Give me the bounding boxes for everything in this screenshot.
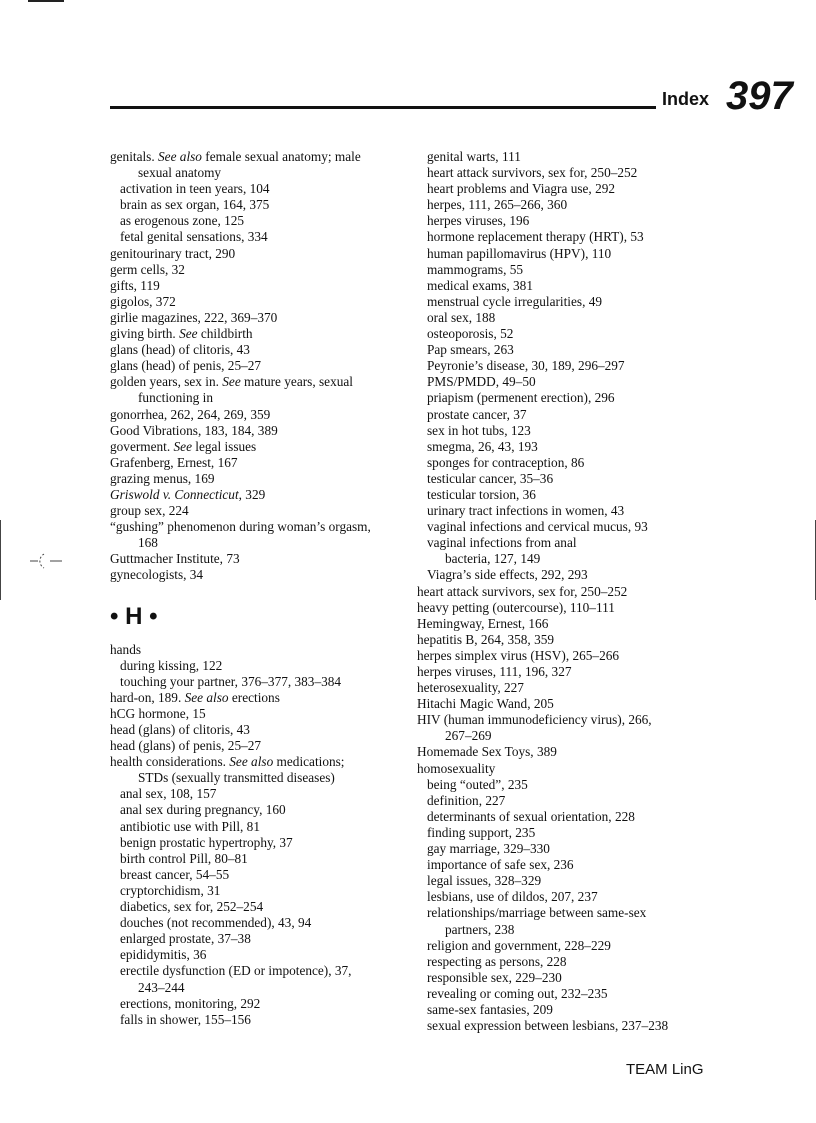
index-subentry — [417, 149, 717, 165]
index-column-left — [110, 149, 406, 1028]
entry-text: revealing or coming out, 232–235 — [427, 985, 608, 1001]
index-entry — [417, 616, 717, 632]
index-subentry — [417, 777, 717, 793]
entry-text: douches (not recommended), 43, 94 — [120, 915, 312, 931]
index-subentry — [417, 986, 717, 1002]
index-subentry — [417, 310, 717, 326]
index-subentry — [417, 181, 717, 197]
entry-text: gigolos, 372 — [110, 293, 176, 309]
index-subentry — [110, 786, 406, 802]
entry-text: anal sex, 108, 157 — [120, 786, 217, 802]
entry-text: breast cancer, 54–55 — [120, 866, 230, 882]
index-entry — [417, 648, 717, 664]
entry-text: hCG hormone, 15 — [110, 705, 206, 721]
entry-text: childbirth — [197, 326, 253, 342]
entry-text: during kissing, 122 — [120, 657, 223, 673]
entry-text: 243–244 — [138, 979, 185, 995]
index-entry — [417, 696, 717, 712]
entry-text: same-sex fantasies, 209 — [427, 1001, 553, 1017]
index-entry — [110, 374, 406, 390]
index-subentry — [417, 841, 717, 857]
entry-text: herpes viruses, 196 — [427, 213, 530, 229]
entry-text: female sexual anatomy; male — [201, 149, 361, 164]
index-subentry — [417, 358, 717, 374]
entry-text: heavy petting (outercourse), 110–111 — [417, 599, 615, 615]
entry-text: head (glans) of penis, 25–27 — [110, 738, 262, 754]
index-subentry — [110, 883, 406, 899]
entry-text: as erogenous zone, 125 — [120, 213, 245, 229]
index-subentry — [417, 938, 717, 954]
index-subentry — [417, 487, 717, 503]
index-subentry — [417, 905, 717, 921]
entry-text: Good Vibrations, 183, 184, 389 — [110, 422, 278, 438]
entry-text: responsible sex, 229–230 — [427, 969, 562, 985]
entry-text: Hemingway, Ernest, 166 — [417, 615, 549, 631]
entry-text: functioning in — [138, 390, 213, 406]
index-entry — [110, 738, 406, 754]
index-entry — [417, 712, 717, 728]
entry-text: grazing menus, 169 — [110, 470, 215, 486]
entry-text: religion and government, 228–229 — [427, 937, 611, 953]
top-crop-line — [28, 0, 64, 2]
index-entry-continuation — [417, 922, 717, 938]
entry-text: goverment. — [110, 438, 174, 454]
entry-text: smegma, 26, 43, 193 — [427, 438, 538, 454]
index-subentry — [417, 407, 717, 423]
index-subentry — [417, 857, 717, 873]
entry-text: germ cells, 32 — [110, 261, 185, 277]
index-entry-continuation — [417, 551, 717, 567]
index-subentry — [417, 439, 717, 455]
index-subentry — [417, 1018, 717, 1034]
index-entry — [110, 278, 406, 294]
index-subentry — [417, 793, 717, 809]
entry-text: hands — [110, 641, 142, 657]
entry-text: determinants of sexual orientation, 228 — [427, 808, 635, 824]
entry-text: brain as sex organ, 164, 375 — [120, 197, 270, 213]
index-subentry — [417, 374, 717, 390]
index-entry — [110, 471, 406, 487]
index-subentry — [110, 947, 406, 963]
entry-text: herpes viruses, 111, 196, 327 — [417, 664, 572, 679]
index-entry — [110, 358, 406, 374]
entry-text: gay marriage, 329–330 — [427, 841, 550, 857]
entry-text: gynecologists, 34 — [110, 567, 204, 583]
index-column-right — [417, 149, 717, 1034]
entry-text: being “outed”, 235 — [427, 776, 528, 792]
index-entry — [417, 761, 717, 777]
running-header: Index — [662, 89, 710, 109]
cross-reference-italic: See — [179, 326, 198, 342]
index-entry-continuation — [110, 770, 406, 786]
entry-text: Homemade Sex Toys, 389 — [417, 744, 557, 760]
entry-text: heart problems and Viagra use, 292 — [427, 181, 616, 197]
index-subentry — [417, 535, 717, 551]
index-subentry — [110, 802, 406, 818]
index-subentry — [110, 963, 406, 979]
entry-text: priapism (permenent erection), 296 — [427, 390, 615, 406]
index-entry — [110, 706, 406, 722]
index-entry — [110, 455, 406, 471]
index-subentry — [417, 294, 717, 310]
index-entry — [417, 584, 717, 600]
index-subentry — [417, 229, 717, 245]
index-entry — [110, 754, 406, 770]
entry-text: genitals. — [110, 149, 159, 164]
entry-text: activation in teen years, 104 — [120, 181, 270, 197]
entry-text: sexual anatomy — [138, 165, 222, 181]
index-subentry — [417, 519, 717, 535]
entry-text: erections — [228, 689, 280, 705]
entry-text: finding support, 235 — [427, 824, 536, 840]
entry-text: legal issues, 328–329 — [427, 873, 542, 889]
entry-text: Peyronie’s disease, 30, 189, 296–297 — [427, 358, 625, 374]
cross-reference-italic: See also — [184, 689, 229, 705]
index-entry — [417, 680, 717, 696]
cross-reference-italic: See also — [158, 149, 202, 164]
entry-text: heart attack survivors, sex for, 250–252 — [417, 583, 628, 599]
index-subentry — [417, 970, 717, 986]
entry-text: bacteria, 127, 149 — [445, 551, 541, 567]
cross-reference-italic: See — [222, 374, 241, 390]
index-subentry — [110, 181, 406, 197]
entry-text: hepatitis B, 264, 358, 359 — [417, 631, 555, 647]
entry-text: heart attack survivors, sex for, 250–252 — [427, 165, 638, 181]
entry-text: herpes simplex virus (HSV), 265–266 — [417, 647, 620, 663]
index-entry — [417, 664, 717, 680]
index-entry — [110, 642, 406, 658]
index-entry — [417, 600, 717, 616]
index-entry — [110, 439, 406, 455]
section-heading: • H • — [110, 602, 158, 630]
index-subentry — [110, 867, 406, 883]
entry-text: homosexuality — [417, 760, 496, 776]
entry-text: group sex, 224 — [110, 503, 189, 519]
index-entry — [110, 519, 406, 535]
index-subentry — [110, 229, 406, 245]
entry-text: HIV (human immunodeficiency virus), 266, — [417, 712, 652, 728]
entry-text: , 329 — [238, 486, 266, 502]
index-entry — [110, 690, 406, 706]
index-subentry — [110, 658, 406, 674]
entry-text: benign prostatic hypertrophy, 37 — [120, 834, 293, 850]
index-entry — [110, 246, 406, 262]
entry-text: STDs (sexually transmitted diseases) — [138, 770, 335, 786]
index-subentry — [417, 1002, 717, 1018]
entry-text: partners, 238 — [445, 921, 515, 937]
index-entry — [110, 567, 406, 583]
index-subentry — [110, 835, 406, 851]
entry-text: fetal genital sensations, 334 — [120, 229, 268, 245]
index-subentry — [110, 931, 406, 947]
entry-text: glans (head) of penis, 25–27 — [110, 358, 262, 374]
index-subentry — [417, 809, 717, 825]
entry-text: respecting as persons, 228 — [427, 953, 567, 969]
cross-reference-italic: Griswold v. Connecticut — [110, 486, 239, 502]
entry-text: Guttmacher Institute, 73 — [110, 551, 240, 567]
crop-mark-left — [0, 520, 1, 600]
entry-text: glans (head) of clitoris, 43 — [110, 342, 250, 358]
entry-text: importance of safe sex, 236 — [427, 857, 574, 873]
entry-text: Viagra’s side effects, 292, 293 — [427, 567, 588, 583]
entry-text: touching your partner, 376–377, 383–384 — [120, 673, 342, 689]
registration-mark-icon — [30, 551, 64, 571]
entry-text: legal issues — [191, 438, 257, 454]
entry-text: herpes, 111, 265–266, 360 — [427, 197, 568, 213]
entry-text: “gushing” phenomenon during woman’s orgasm, — [110, 519, 371, 535]
index-subentry — [417, 390, 717, 406]
entry-text: testicular cancer, 35–36 — [427, 470, 554, 486]
index-entry-continuation — [110, 390, 406, 406]
entry-text: Grafenberg, Ernest, 167 — [110, 454, 238, 470]
index-subentry — [110, 899, 406, 915]
entry-text: hormone replacement therapy (HRT), 53 — [427, 229, 644, 245]
index-subentry — [417, 165, 717, 181]
entry-text: birth control Pill, 80–81 — [120, 850, 248, 866]
entry-text: human papillomavirus (HPV), 110 — [427, 245, 612, 261]
index-subentry — [110, 851, 406, 867]
entry-text: erections, monitoring, 292 — [120, 995, 261, 1011]
index-subentry — [417, 889, 717, 905]
entry-text: giving birth. — [110, 326, 180, 342]
entry-text: prostate cancer, 37 — [427, 406, 527, 422]
entry-text: definition, 227 — [427, 792, 506, 808]
index-entry — [110, 326, 406, 342]
index-subentry — [110, 197, 406, 213]
entry-text: girlie magazines, 222, 369–370 — [110, 309, 278, 325]
entry-text: erectile dysfunction (ED or impotence), 37, — [120, 963, 352, 979]
entry-text: golden years, sex in. — [110, 374, 223, 390]
index-entry — [110, 487, 406, 503]
cross-reference-italic: See also — [229, 754, 274, 770]
index-entry — [110, 262, 406, 278]
index-entry — [110, 407, 406, 423]
entry-text: mature years, sexual — [240, 374, 353, 390]
entry-text: testicular torsion, 36 — [427, 486, 536, 502]
index-entry — [110, 423, 406, 439]
entry-text: Pap smears, 263 — [427, 342, 514, 358]
index-subentry — [417, 197, 717, 213]
entry-text: vaginal infections and cervical mucus, 93 — [427, 519, 648, 535]
index-subentry — [417, 262, 717, 278]
entry-text: PMS/PMDD, 49–50 — [427, 374, 536, 390]
entry-text: relationships/marriage between same-sex — [427, 905, 647, 921]
index-subentry — [110, 1012, 406, 1028]
index-subentry — [417, 825, 717, 841]
index-subentry — [417, 246, 717, 262]
entry-text: sexual expression between lesbians, 237–238 — [427, 1018, 669, 1034]
entry-text: sex in hot tubs, 123 — [427, 422, 531, 438]
entry-text: anal sex during pregnancy, 160 — [120, 802, 286, 818]
index-entry-continuation — [110, 980, 406, 996]
entry-text: enlarged prostate, 37–38 — [120, 931, 251, 947]
entry-text: medications; — [273, 754, 345, 770]
index-entry — [110, 551, 406, 567]
index-subentry — [417, 326, 717, 342]
entry-text: urinary tract infections in women, 43 — [427, 503, 625, 519]
index-entry-continuation — [417, 728, 717, 744]
footer-watermark: TEAM LinG — [626, 1061, 704, 1078]
index-entry — [417, 744, 717, 760]
entry-text: gifts, 119 — [110, 277, 160, 293]
entry-text: osteoporosis, 52 — [427, 326, 514, 342]
entry-text: diabetics, sex for, 252–254 — [120, 899, 264, 915]
index-subentry — [417, 213, 717, 229]
entry-text: 168 — [138, 535, 158, 551]
index-subentry — [417, 873, 717, 889]
entry-text: epididymitis, 36 — [120, 947, 207, 963]
index-subentry — [417, 278, 717, 294]
index-entry — [110, 503, 406, 519]
entry-text: oral sex, 188 — [427, 309, 496, 325]
index-entry — [110, 310, 406, 326]
entry-text: heterosexuality, 227 — [417, 680, 524, 696]
index-entry-continuation — [110, 165, 406, 181]
entry-text: mammograms, 55 — [427, 261, 524, 277]
entry-text: medical exams, 381 — [427, 277, 533, 293]
index-entry — [110, 722, 406, 738]
index-entry — [110, 294, 406, 310]
index-subentry — [417, 455, 717, 471]
index-subentry — [417, 471, 717, 487]
index-subentry — [110, 915, 406, 931]
entry-text: sponges for contraception, 86 — [427, 454, 585, 470]
index-subentry — [110, 213, 406, 229]
entry-text: Hitachi Magic Wand, 205 — [417, 696, 554, 712]
entry-text: lesbians, use of dildos, 207, 237 — [427, 889, 598, 905]
entry-text: falls in shower, 155–156 — [120, 1011, 251, 1027]
entry-text: cryptorchidism, 31 — [120, 882, 221, 898]
entry-text: genitourinary tract, 290 — [110, 245, 236, 261]
index-subentry — [417, 503, 717, 519]
index-subentry — [417, 954, 717, 970]
index-entry — [417, 632, 717, 648]
index-subentry — [417, 567, 717, 583]
index-subentry — [110, 674, 406, 690]
entry-text: 267–269 — [445, 728, 492, 744]
index-subentry — [417, 423, 717, 439]
entry-text: gonorrhea, 262, 264, 269, 359 — [110, 406, 271, 422]
entry-text: head (glans) of clitoris, 43 — [110, 722, 250, 737]
page-number: 397 — [726, 74, 793, 118]
index-entry — [110, 149, 406, 165]
index-subentry — [110, 996, 406, 1012]
entry-text: menstrual cycle irregularities, 49 — [427, 293, 603, 309]
index-subentry — [110, 819, 406, 835]
entry-text: vaginal infections from anal — [427, 535, 577, 551]
cross-reference-italic: See — [173, 438, 192, 454]
index-subentry — [417, 342, 717, 358]
header-rule — [110, 106, 656, 109]
entry-text: health considerations. — [110, 754, 230, 770]
index-entry-continuation — [110, 535, 406, 551]
index-entry — [110, 342, 406, 358]
entry-text: hard-on, 189. — [110, 689, 185, 705]
entry-text: antibiotic use with Pill, 81 — [120, 818, 260, 834]
entry-text: genital warts, 111 — [427, 149, 521, 164]
